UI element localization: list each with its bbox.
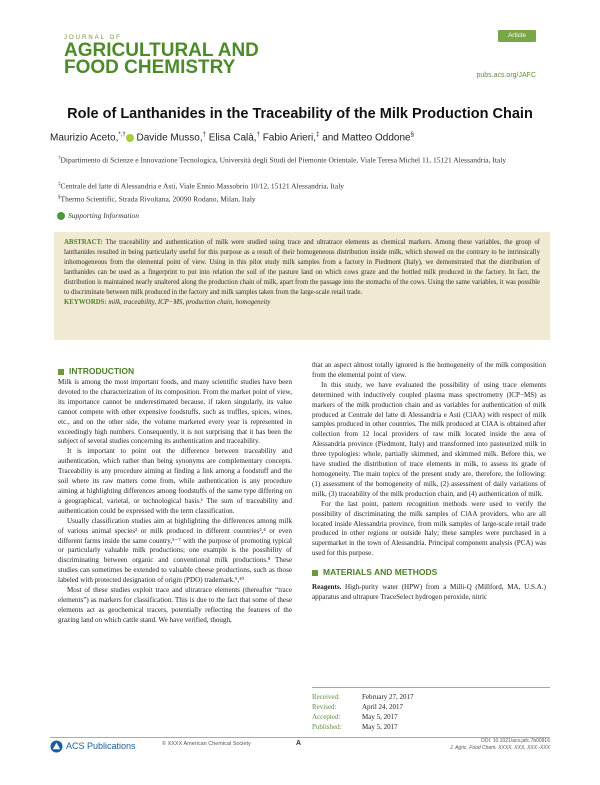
citation: J. Agric. Food Chem. XXXX, XXX, XXX−XXX xyxy=(450,745,550,751)
journal-site-link[interactable]: pubs.acs.org/JAFC xyxy=(476,72,536,79)
author-name[interactable]: Elisa Calà, xyxy=(208,132,257,144)
acs-logo-icon xyxy=(50,740,63,753)
date-label: Received: xyxy=(312,693,340,701)
paragraph: Milk is among the most important foods, and many scientific studies have been devoted to the characterization of its composition. From the market point of view, its importance cannot be underestimated because, if taken singularly, its value cannot compete with other expensive foodstuffs, such as truffles, spices, wines, etc., and on the other side, the volume marketed every year is represented in exceedingly high numbers. Consequently, it is not surprising that it has been the subject of several studies concerning its authentication and traceability. xyxy=(58,378,292,446)
affiliation xyxy=(58,154,548,166)
paragraph: It is important to point out the difference between traceability and authentication, which rather than being synonyms are complementary concepts. Traceability is any procedure aiming at finding a link among a foodstuff and the soil where its raw matters come from, while authentication is any procedure aiming at highlighting differences among foodstuffs of the same type differing on a geographical, varietal, or technological basis.¹ The sum of traceability and authentication could be expressed with the term classification. xyxy=(58,447,292,515)
journal-name-line1: AGRICULTURAL AND xyxy=(64,40,259,61)
article-type-badge: Article xyxy=(498,30,536,42)
affiliation xyxy=(58,180,548,192)
author-name[interactable]: Maurizio Aceto, xyxy=(50,132,119,144)
paper-title: Role of Lanthanides in the Traceability of the Milk Production Chain xyxy=(67,106,533,122)
right-column xyxy=(312,361,546,603)
methods-heading-text: MATERIALS AND METHODS xyxy=(323,567,438,578)
date-label: Published: xyxy=(312,723,342,731)
doi-block xyxy=(450,738,550,752)
keywords-label: KEYWORDS: xyxy=(64,299,107,307)
date-label: Accepted: xyxy=(312,713,341,721)
journal-name-line2: FOOD CHEMISTRY xyxy=(64,57,236,78)
date-row xyxy=(312,722,550,732)
date-value: May 5, 2017 xyxy=(362,723,398,731)
date-row xyxy=(312,692,550,702)
author-name[interactable]: and Matteo Oddone xyxy=(322,132,411,144)
reagents-text: High-purity water (HPW) from a Milli-Q (Millford, MA, U.S.A.) apparatus and ultrapure TraceSelect hydrogen peroxide, nitric xyxy=(312,583,546,601)
section-marker-icon xyxy=(58,369,64,375)
supporting-info-link[interactable] xyxy=(57,211,139,220)
abstract-text: The traceability and authentication of milk were studied using trace and ultratrace elements as chemical markers. Among these variables, the group of lanthanides resulted in being particularly useful for this purpose as a result of their homogeneous distribution inside milk, which showed on the contrary to be intrinsically inhomogeneous from the elemental point of view. Using in this pilot study milk samples from a factory in Piedmont (Italy), we demonstrated that the distribution of lanthanides can be used as a fingerprint to put into relation the soil of the pasture land on which cows graze and the bottled milk produced in the factory. In fact, the distribution is maintained nearly unaltered along the production chain of milk, apart from the passage into the stomachs of the cows. Using the same variables, it was possible to discriminate between milk produced in the factory and milk samples taken from the large-scale retail trade. xyxy=(64,239,540,296)
orcid-icon[interactable] xyxy=(126,134,134,142)
affiliation-text: Thermo Scientific, Strada Rivoltana, 20090 Rodano, Milan, Italy xyxy=(60,194,256,204)
date-value: February 27, 2017 xyxy=(362,693,414,701)
copyright: © XXXX American Chemical Society xyxy=(162,741,251,747)
doi-link[interactable]: DOI: 10.1021/acs.jafc.7b00916 xyxy=(481,738,550,744)
affiliation-mark: ‡ xyxy=(58,182,61,187)
date-row xyxy=(312,702,550,712)
section-marker-icon xyxy=(312,570,318,576)
abstract-label: ABSTRACT: xyxy=(64,239,103,246)
date-value: May 5, 2017 xyxy=(362,713,398,721)
affiliation-text: Dipartimento di Scienze e Innovazione Tecnologica, Università degli Studi del Piemonte Orientale, Viale Teresa Michel 11, 15121 Alessandria, Italy xyxy=(60,155,507,165)
publisher-name: ACS Publications xyxy=(66,740,136,751)
acs-publications-logo[interactable] xyxy=(50,740,136,753)
author-name[interactable]: Davide Musso, xyxy=(136,132,203,144)
paragraph: In this study, we have evaluated the possibility of using trace elements determined with inductively coupled plasma mass spectrometry (ICP−MS) as markers of the milk production chain and as variables for authentication of milk produced at Centrale del latte di Alessandria e Asti (ClAA) with respect of milk samples produced in other countries. The milk produced at ClAA is obtained after collection from 12 local providers of raw milk located inside the area of Alessandria province (Piedmont, Italy) and transformed into pasteurized milk in three typologies: whole, partially skimmed, and skimmed milk. Before this, we have studied the distribution of trace elements in milk, to assess its grade of homogeneity. The main topics of the present study are, therefore, the following: (1) assessment of the homogeneity of milk, (2) assessment of daily variations of milk, (3) traceability of the milk production chain, and (4) authentication of milk. xyxy=(312,380,546,498)
history-dates xyxy=(312,687,550,732)
author-affil-mark: § xyxy=(410,132,414,138)
keywords-text: milk, traceability, ICP−MS, production chain, homogeneity xyxy=(106,299,271,307)
affiliation-text: Centrale del latte di Alessandria e Asti, Viale Ennio Massobrio 10/12, 15121 Alessandria, Italy xyxy=(60,181,345,191)
left-column xyxy=(58,378,292,626)
reagents-label: Reagents. xyxy=(312,583,342,592)
date-row xyxy=(312,712,550,722)
author-name[interactable]: Fabio Arieri, xyxy=(262,132,317,144)
paragraph: that an aspect almost totally ignored is the homogeneity of the milk composition from the elemental point of view. xyxy=(312,361,546,379)
paragraph: Most of these studies exploit trace and ultratrace elements (thereafter “trace elements”) as markers for classification. This is due to the fact that some of these elements act as geochemical tracers, potentially reflecting the features of the grazing land on which cattle stand. We have verified, though, xyxy=(58,586,292,624)
journal-prefix: JOURNAL OF xyxy=(64,35,122,41)
author-affil-mark: † xyxy=(202,132,206,138)
date-value: April 24, 2017 xyxy=(362,703,404,711)
author-list xyxy=(50,132,414,143)
affiliation-mark: § xyxy=(58,195,61,200)
supporting-info-icon xyxy=(57,212,65,220)
methods-heading xyxy=(312,568,546,578)
keywords xyxy=(64,298,540,308)
paragraph: Usually classification studies aim at highlighting the differences among milk of various animal species² or milk produced in different countries³,⁴ or even different farms inside the same country,⁵⁻⁷ with the purpose of promoting typical or particularly valuable milk productions; one example is the possibility of discriminating between organic and conventional milk productions.⁸ These studies can sometimes be extended to valuable cheese productions, such as those labeled with protected designation of origin (PDO) trademark.⁹,¹⁰ xyxy=(58,516,292,585)
author-affil-mark: *,† xyxy=(118,132,126,138)
paragraph xyxy=(312,583,546,603)
affiliation-mark: † xyxy=(58,156,61,161)
affiliation xyxy=(58,193,548,205)
abstract-box xyxy=(54,232,550,340)
author-affil-mark: ‡ xyxy=(316,132,320,138)
journal-name[interactable] xyxy=(64,42,259,76)
paragraph: For the last point, pattern recognition methods were used to verify the possibility of discriminating the milk samples of ClAA providers, who are all located inside Alessandria province, from milk samples of large-scale retail trade produced in other regions or outside Italy; these samples were purchased in a supermarket in the town of Alessandria. Principal component analysis (PCA) was used for this purpose. xyxy=(312,499,546,558)
intro-heading xyxy=(58,361,134,379)
page-number: A xyxy=(296,740,302,747)
date-label: Revised: xyxy=(312,703,337,711)
intro-heading-text: INTRODUCTION xyxy=(69,366,135,376)
author-affil-mark: † xyxy=(256,132,260,138)
supporting-info-label: Supporting Information xyxy=(68,211,140,220)
